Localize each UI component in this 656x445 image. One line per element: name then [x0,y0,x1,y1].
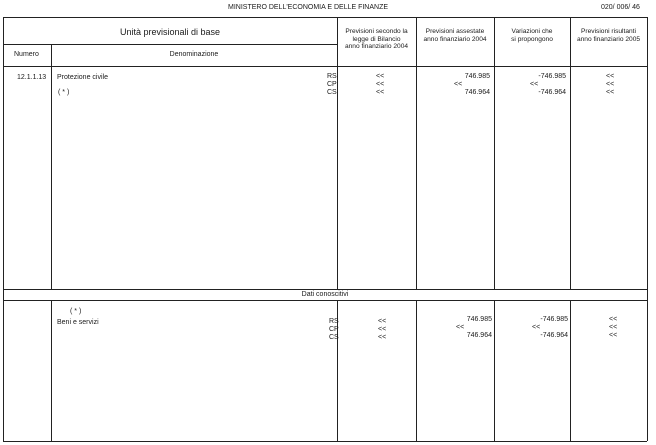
col-prev-bilancio-header [337,28,416,51]
bilancio-value: << [378,318,387,325]
dati-denominazione: Beni e servizi [57,319,99,326]
col-prev-risultanti-header [570,28,647,43]
upb-divider-top [337,17,338,289]
col-prev-assestate-line2: anno finanziario 2004 [423,35,487,43]
bilancio-value: << [376,89,385,96]
upb-numero: 12.1.1.13 [17,74,47,81]
col-prev-bilancio-line3: anno finanziario 2004 [344,43,409,50]
row-code: RS [327,73,337,80]
assestate-value: 746.964 [464,89,490,96]
row-code: RS [329,318,339,325]
assestate-divider-bottom [494,300,495,441]
assestate-value: << [454,81,463,88]
table-left-border [3,17,4,441]
variazioni-value: -746.964 [538,89,566,96]
col-prev-risultanti-line2: anno finanziario 2005 [576,35,641,43]
risultanti-value: << [606,81,615,88]
bilancio-value: << [376,81,385,88]
page-reference: 020/ 006/ 46 [601,4,640,11]
variazioni-value: -746.985 [538,73,566,80]
col-variazioni-line1: Variazioni che [511,28,553,35]
bilancio-value: << [378,334,387,341]
variazioni-value: -746.964 [540,332,568,339]
bilancio-value: << [378,326,387,333]
row-code: CS [329,334,339,341]
col-variazioni-header [494,28,570,43]
risultanti-value: << [606,89,615,96]
col-numero-header: Numero [14,51,39,58]
bilancio-value: << [376,73,385,80]
variazioni-divider-bottom [570,300,571,441]
risultanti-value: << [609,316,618,323]
assestate-value: 746.985 [464,73,490,80]
row-code: CS [327,89,337,96]
assestate-divider-top [494,17,495,289]
assestate-value: 746.985 [466,316,492,323]
variazioni-divider-top [570,17,571,289]
col-prev-risultanti-line1: Previsioni risultanti [581,28,636,35]
dati-note: ( * ) [70,308,82,315]
col-variazioni-line2: si propongono [511,35,553,43]
variazioni-value: << [532,324,541,331]
variazioni-value: -746.985 [540,316,568,323]
risultanti-value: << [606,73,615,80]
col-prev-assestate-header [416,28,494,43]
upb-title: Unità previsionali di base [119,27,221,37]
variazioni-value: << [530,81,539,88]
ministry-title: MINISTERO DELL'ECONOMIA E DELLE FINANZE [228,4,389,11]
risultanti-value: << [609,332,618,339]
section-divider-bottom [3,300,647,301]
table-right-border [647,17,648,441]
row-code: CP [327,81,337,88]
section-divider-top [3,289,647,290]
numero-divider-top [51,44,52,289]
table-bottom-border [3,441,647,442]
dati-conoscitivi-title: Dati conoscitivi [301,291,349,298]
row-code: CP [329,326,339,333]
header-bottom-border [3,66,647,67]
numero-divider-bottom [51,300,52,441]
col-prev-bilancio-line2: legge di Bilancio [352,35,401,43]
col-denominazione-header: Denominazione [169,51,219,58]
col-prev-assestate-line1: Previsioni assestate [425,28,485,35]
col-prev-bilancio-line1: Previsioni secondo la [345,28,408,35]
bilancio-divider-top [416,17,417,289]
table-top-border [3,17,647,18]
upb-note: ( * ) [58,89,70,96]
upb-denominazione: Protezione civile [57,74,108,81]
upb-title-divider [3,44,337,45]
assestate-value: 746.964 [466,332,492,339]
bilancio-divider-bottom [416,300,417,441]
risultanti-value: << [609,324,618,331]
assestate-value: << [456,324,465,331]
